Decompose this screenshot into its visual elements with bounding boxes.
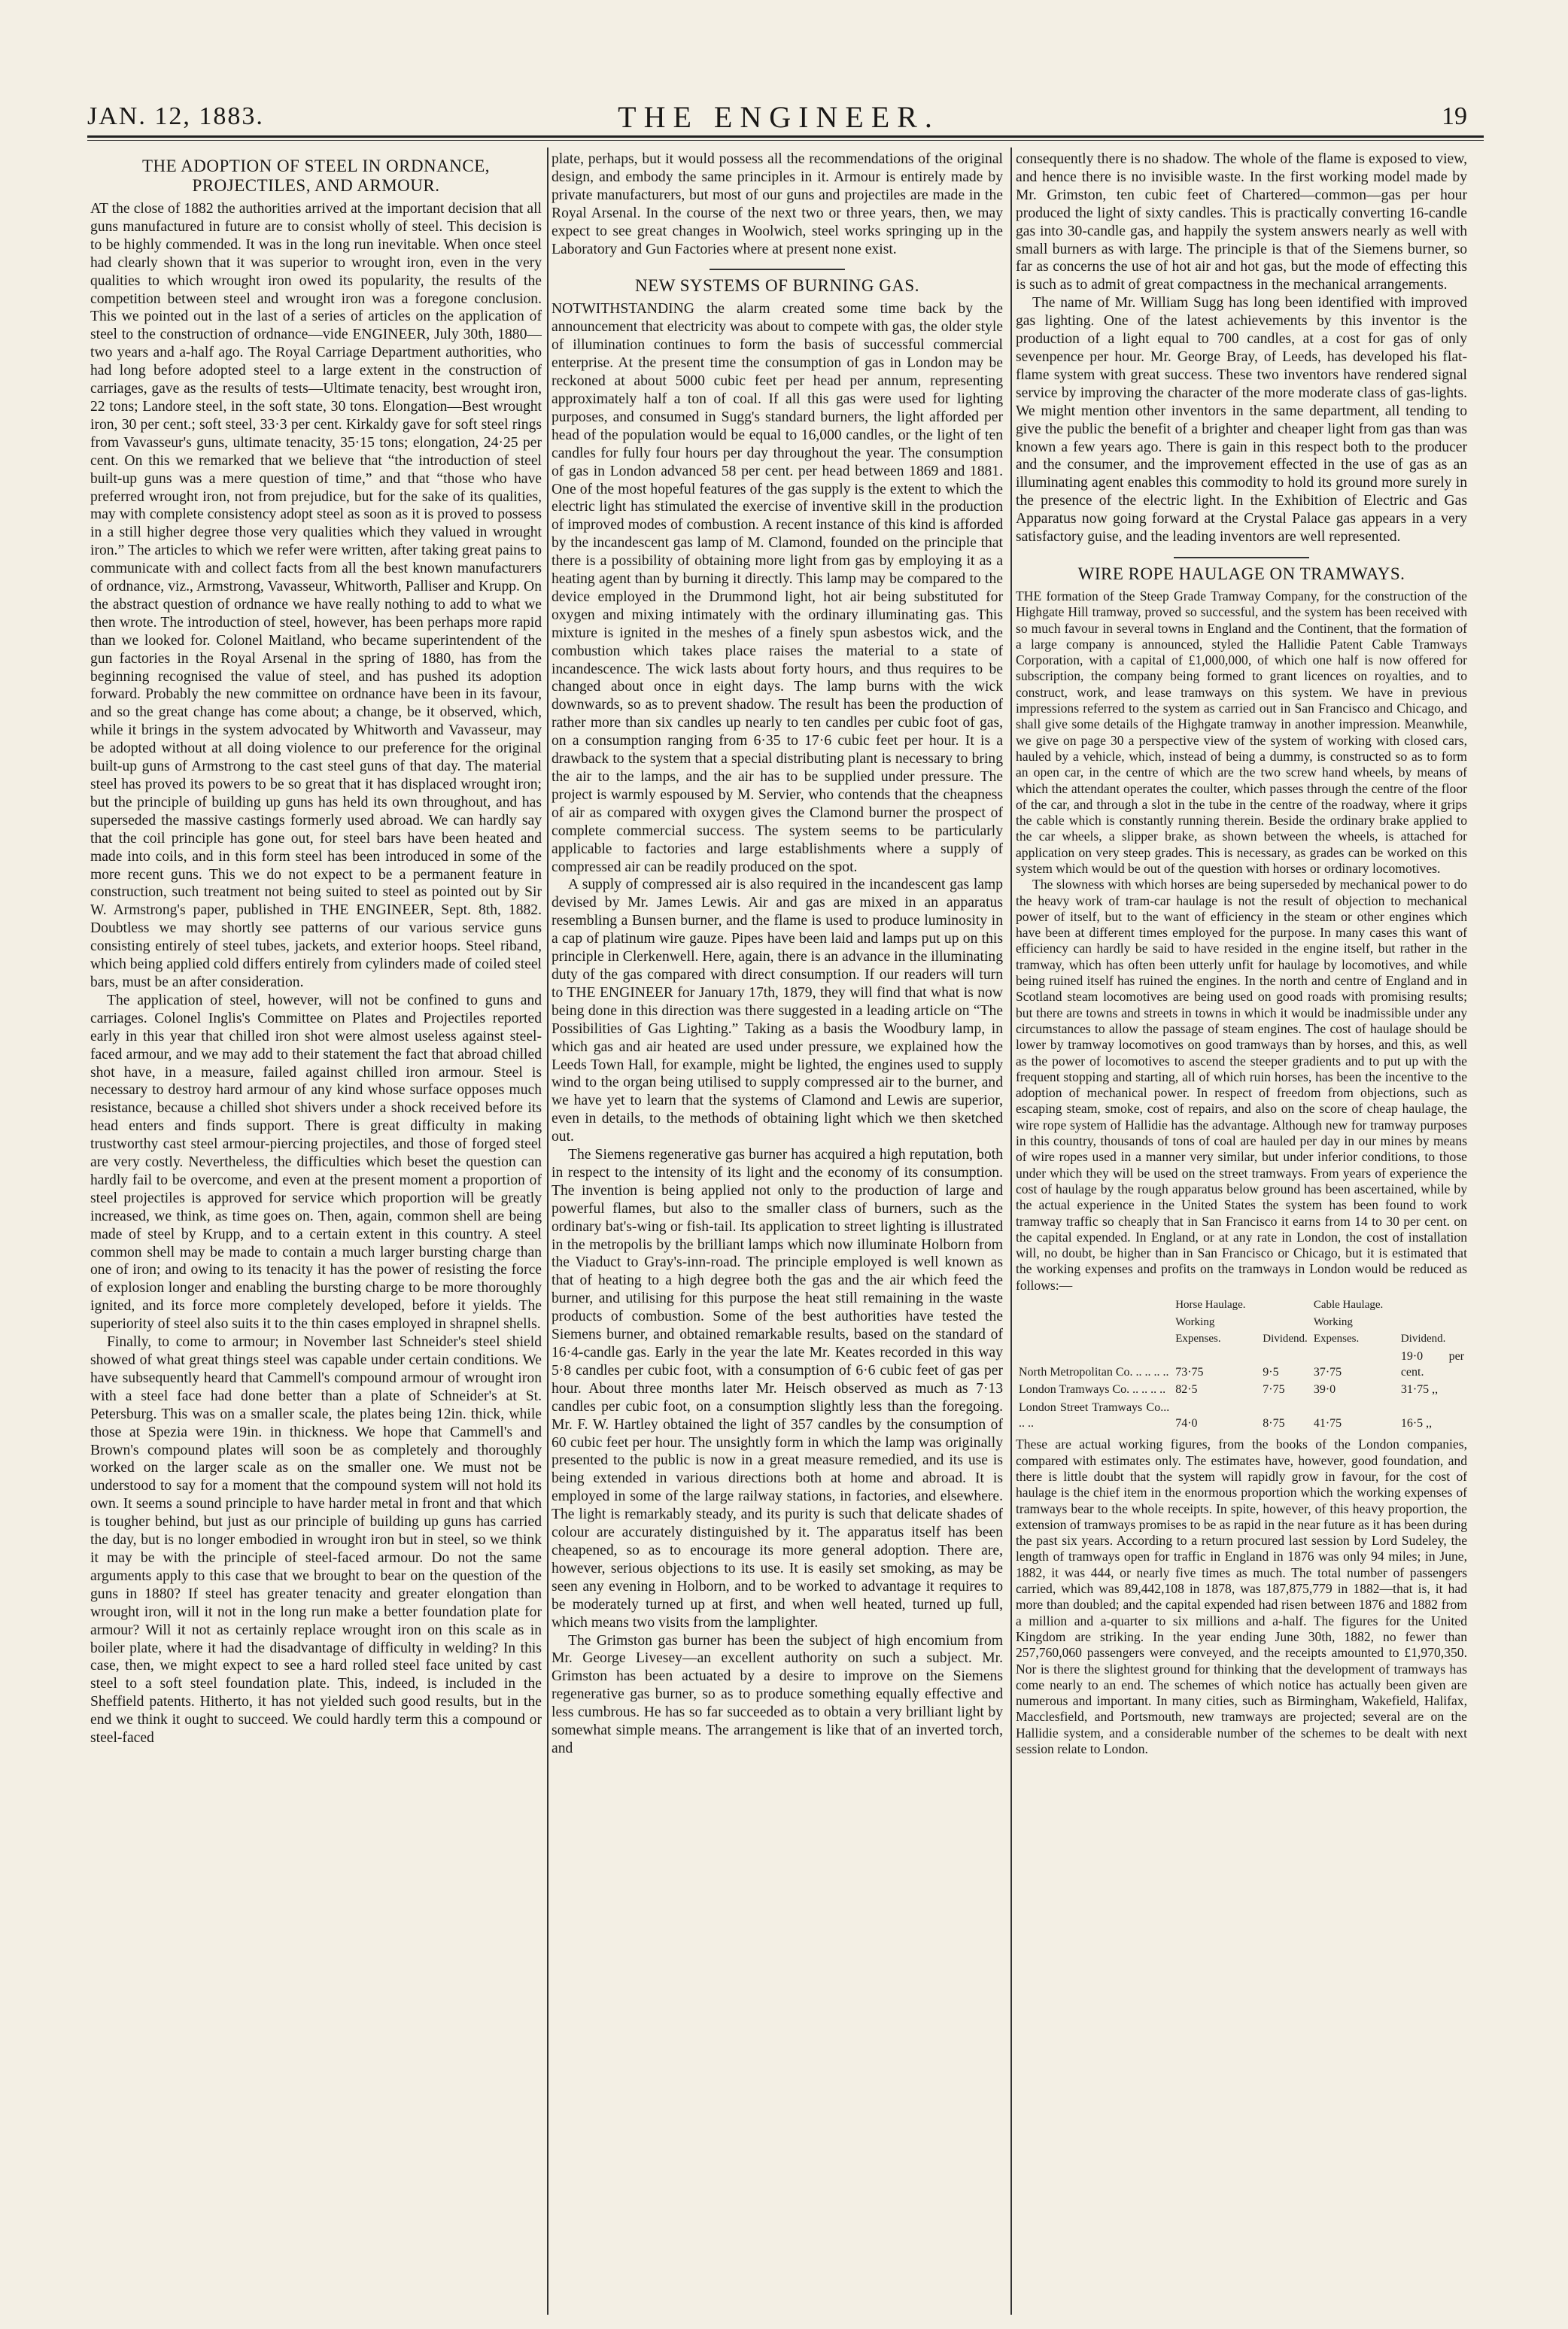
table-row: [1016, 1348, 1467, 1382]
header-rule: [87, 135, 1484, 138]
article-paragraph: The application of steel, however, will not be confined to guns and carriages. Colonel Inglis's Committee on Plates and Projectiles reported early in this year that chilled iron shot were almost useless against steel-faced armour, and we may add to their statement the fact that abroad chilled shot have, in a measure, failed against chilled iron armour. Steel is necessary to destroy hard armour of any kind whose surface opposes much resistance, because a chilled shot shivers under a shock received before its head enters and finds support. There is great difficulty in making trustworthy cast steel armour-piercing projectiles, and those of forged steel are very costly. Nevertheless, the difficulties which beset the question can hardly fail to be overcome, and even at the present moment a proportion of steel projectiles is approved for service which proportion will be greatly increased, we think, as time goes on. Then, again, common shell are being made of steel by Krupp, and to a certain extent in this country. A steel common shell may be made to contain a much larger bursting charge than one of iron; and owing to its tenacity it has the power of resisting the force of explosion longer and enabling the bursting charge to be more thoroughly ignited, and its force more completely developed, before it yields. The superiority of steel also suits it to the thin cases employed in shrapnel shells.: [90, 992, 542, 1333]
table-cell: 37·75: [1313, 1366, 1342, 1379]
table-group-header: Horse Haulage.: [1175, 1299, 1246, 1311]
column-2: [552, 151, 1003, 2310]
table-column-header: Dividend.: [1263, 1332, 1308, 1345]
table-cell: North Metropolitan Co. .. .. .. ..: [1019, 1366, 1169, 1379]
article-paragraph: consequently there is no shadow. The whole of the flame is exposed to view, and hence there is no invisible waste. In the first working model made by Mr. Grimston, ten cubic feet of Chartered—common—gas per hour produced the light of sixty candles. This is practically converting 16-candle gas into 30-candle gas, and happily the system answers nearly as well with small burners as with large. The principle is that of the Siemens burner, so far as concerns the use of hot air and hot gas, but the mode of effecting this is such as to admit of great compactness in the mechanical arrangements.: [1016, 151, 1467, 293]
table-cell: 73·75: [1175, 1366, 1204, 1379]
article-paragraph: The Siemens regenerative gas burner has acquired a high reputation, both in respect to the intensity of its light and the economy of its consumption. The invention is being applied not only to the production of large and powerful flames, but also to the smaller class of burners, such as the ordinary bat's-wing or fish-tail. Its application to street lighting is illustrated in the metropolis by the brilliant lamps which now illuminate Holborn from the Viaduct to Gray's-inn-road. The principle employed is well known as that of heating to a high degree both the gas and the air which feed the burner, and utilising for this purpose the heat still remaining in the waste products of combustion. Some of the best authorities have tested the Siemens burner, and obtained remarkable results, based on the standard of 16·4-candle gas. Early in the year the late Mr. Keates recorded in this way 5·8 candles per cubic foot, with a consumption of 6·6 cubic feet of gas per hour. About three months later Mr. Heisch observed as much as 7·13 candles per cubic foot, on a consumption slightly less than the foregoing. Mr. F. W. Hartley obtained the light of 357 candles by the consumption of 60 cubic feet per hour. The unsightly form in which the lamp was originally presented to the public is now in a great measure remedied, and its use is being extended in various directions both at home and abroad. It is employed in some of the large railway stations, in factories, and elsewhere. The light is remarkably steady, and its purity is such that delicate shades of colour are accurately distinguished by it. The apparatus itself has been cheapened, so as to encourage its more general adoption. There are, however, serious objections to its use. It is easily set smoking, as may be seen any evening in Holborn, and to be worked to advantage it requires to be moderately turned up at first, and when well heated, turned up full, which means two visits from the lamplighter.: [552, 1147, 1003, 1631]
table-cell: 16·5 ,,: [1400, 1417, 1433, 1431]
table-cell: 41·75: [1313, 1417, 1342, 1431]
article-paragraph: These are actual working figures, from the books of the London companies, compared with estimates only. The estimates have, however, good foundation, and there is little doubt that the system will rapidly grow in favour, for the cost of haulage is the chief item in the enormous proportion which the working expenses of tramways bear to the whole receipts. In spite, however, of this heavy proportion, the extension of tramways promises to be as rapid in the near future as it has been during the past six years. According to a return procured last session by Lord Sudeley, the length of tramways open for traffic in England in 1876 was only 94 miles; in June, 1882, it was 444, or nearly five times as much. The total number of passengers carried, which was 89,442,108 in 1878, was 187,875,779 in 1882—that is, it had more than doubled; and the capital expended had risen between 1876 and 1882 from a million and a-quarter to six millions and a-half. The figures for the United Kingdom are striking. In the year ending June 30th, 1882, no fewer than 257,760,060 passengers were conveyed, and the receipts amounted to £1,970,350. Nor is there the slightest ground for thinking that the development of tramways has come nearly to an end. The schemes of which notice has actually been given are numerous and important. In many cities, such as Birmingham, Wakefield, Halifax, Macclesfield, and Portsmouth, new tramways are projected; several are on the Hallidie system, and a considerable number of the schemes to be dealt with next session relate to London.: [1016, 1437, 1467, 1757]
table-cell: 82·5: [1175, 1383, 1198, 1397]
column-1: [90, 151, 542, 2310]
article-paragraph: THE formation of the Steep Grade Tramway Company, for the construction of the Highgate Hill tramway, proved so successful, and the system has been received with so much favour in several towns in England and the Continent, that the formation of a large company is announced, styled the Hallidie Patent Cable Tramways Corporation, with a capital of £1,000,000, of which one half is now offered for subscription, the company being formed to grant licences on royalties, and to construct, work, and lease tramways on this system. We have in previous impressions referred to the system as carried out in San Francisco and Chicago, and shall give some details of the Highgate tramway in another impression. Meanwhile, we give on page 30 a perspective view of the system of working with closed cars, hauled by a vehicle, which, instead of being a dummy, is constructed so as to form an open car, in the centre of which are the two screw hand wheels, by means of which the attendant operates the coulter, which passes through the centre of the floor of the car, and through a slot in the tube in the centre of the roadway, where it grips the cable which is constantly running therein. Beside the ordinary brake applied to the car wheels, a slipper brake, as shown between the wheels, is attached for application on very steep grades. This is necessary, as grades can be worked on this system which would be out of the question with horses or ordinary locomotives.: [1016, 588, 1467, 876]
table-cell: 19·0 per cent.: [1400, 1349, 1464, 1379]
article-paragraph: A supply of compressed air is also required in the incandescent gas lamp devised by Mr. James Lewis. Air and gas are mixed in an apparatus resembling a Bunsen burner, and the flame is used to produce luminosity in a cap of platinum wire gauze. Pipes have been laid and lamps put up on this principle in Clerkenwell. Here, again, there is an advance in the illuminating duty of the gas compared with direct consumption. If our readers will turn to THE ENGINEER for January 17th, 1879, they will find that what is now being done in this direction was there suggested in a leading article on “The Possibilities of Gas Lighting.” Taking as a basis the Woodbury lamp, in which gas and air heated are used under pressure, we explained how the Leeds Town Hall, for example, might be lighted, the engines used to supply wind to the organ being utilised to supply compressed air to the burner, and we have yet to learn that the systems of Clamond and Lewis are superior, even in details, to the methods of obtaining light which we then sketched out.: [552, 877, 1003, 1145]
header-rule-thin: [87, 140, 1484, 141]
article-paragraph: NOTWITHSTANDING the alarm created some time back by the announcement that electricity was about to compete with gas, the older style of illumination continues to form the basis of successful commercial enterprise. At the present time the consumption of gas in London may be reckoned at about 5000 cubic feet per head per annum, representing approximately half a ton of coal. If all this gas were used for lighting purposes, and consumed in Sugg's standard burners, the light afforded per head of the population would be equal to 16,000 candles, or the light of ten candles for fully four hours per day throughout the year. The consumption of gas in London advanced 58 per cent. per head between 1869 and 1881. One of the most hopeful features of the gas supply is the extent to which the electric light has stimulated the exercise of inventive skill in the production of improved modes of combustion. A recent instance of this kind is afforded by the incandescent gas lamp of M. Clamond, founded on the principle that there is a possibility of obtaining more light from gas by employing it as a heating agent than by burning it directly. This lamp may be compared to the device employed in the Drummond light, hot air being substituted for oxygen and mixing intimately with the ordinary illuminating gas. This mixture is ignited in the meshes of a finely spun asbestos wick, and the combustion which takes place raises the material to a state of incandescence. The wick lasts about forty hours, and thus requires to be changed about once in eight days. The lamp burns with the wick downwards, so as to prevent shadow. The result has been the production of rather more than six candles up nearly to ten candles per cubic foot of gas, on a consumption ranging from 6·35 to 17·6 cubic feet per hour. It is a drawback to the system that a special distributing plant is necessary to bring the air to the lamps, and the air has to be supplied under pressure. The project is warmly espoused by M. Servier, who contends that the cheapness of air as compared with oxygen gives the Clamond burner the prospect of complete commercial success. The system seems to be particularly applicable to factories and large establishments where a supply of compressed air can be readily produced on the spot.: [552, 301, 1003, 875]
issue-date: JAN. 12, 1883.: [87, 102, 264, 130]
table-column-header: Working Expenses.: [1175, 1316, 1221, 1345]
table-row: [1016, 1381, 1467, 1398]
table-group-header: Cable Haulage.: [1313, 1299, 1384, 1311]
table-column-header: Dividend.: [1400, 1332, 1446, 1345]
table-cell: 8·75: [1263, 1417, 1285, 1431]
table-cell: 39·0: [1313, 1383, 1336, 1397]
section-divider: [710, 269, 845, 270]
table-cell: 9·5: [1263, 1366, 1279, 1379]
article-paragraph: AT the close of 1882 the authorities arrived at the important decision that all guns manufactured in future are to consist wholly of steel. This decision is to be highly commended. It was in the long run inevitable. When once steel had clearly shown that it was superior to wrought iron, even in the very qualities to which wrought iron owed its popularity, the results of the competition between steel and wrought iron was a foregone conclusion. This we pointed out in the last of a series of articles on the application of steel to the construction of ordnance—vide ENGINEER, July 30th, 1880—two years and a-half ago. The Royal Carriage Department authorities, who had long before adopted steel to a large extent in the construction of carriages, gave as the results of tests—Ultimate tenacity, best wrought iron, 22 tons; Landore steel, in the soft state, 30 tons. Elongation—Best wrought iron, 30 per cent.; soft steel, 33·3 per cent. Kirkaldy gave for soft steel rings from Vavasseur's guns, ultimate tenacity, 35·15 tons; elongation, 24·25 per cent. On this we remarked that we believe that “the introduction of steel built-up guns was a mere question of time,” and that “those who have preferred wrought iron, not from prejudice, but for the sake of its qualities, may with complete consistency adopt steel as soon as it is proved to possess in a still higher degree those very qualities which they valued in wrought iron.” The articles to which we refer were written, after taking great pains to communicate with and collect facts from all the best known manufacturers of ordnance, viz., Armstrong, Vavasseur, Whitworth, Palliser and Krupp. On the abstract question of ordnance we have really nothing to add to what we then wrote. The introduction of steel, however, has been perhaps more rapid than we looked for. Colonel Maitland, who became superintendent of the gun factories in the Royal Arsenal in the spring of 1880, has from the beginning recognised the value of steel, and has pushed its adoption forward. Probably the new committee on ordnance have been in its favour, and so the great change has come about; a change, be it observed, which, while it brings in the system advocated by Whitworth and Vavasseur, may be adopted without at all doing violence to our preference for the original built-up guns of Armstrong to the cast steel guns of that day. The material steel has proved its powers to be so great that it has displaced wrought iron; but the principle of building up guns has held its own throughout, and has superseded the massive castings formerly used abroad. We can hardly say that the coil principle has gone out, for steel bars have been heated and made into coils, and in this form steel has been introduced in some of the more recent guns. This we do not expect to be a permanent feature in construction, such treatment not being suited to steel as pointed out by Sir W. Armstrong's paper, published in THE ENGINEER, Sept. 8th, 1882. Doubtless we may shortly see patterns of our various service guns consisting entirely of steel tubes, jackets, and exterior hoops. Steel riband, which being applied cold differs entirely from cylinders made of coiled steel bars, must be an after consideration.: [90, 201, 542, 990]
article-paragraph: plate, perhaps, but it would possess all the recommendations of the original design, and embody the same principles in it. Armour is entirely made by private manufacturers, but most of our guns and projectiles are made in the Royal Arsenal. In the course of the next two or three years, then, we may expect to see great changes in Woolwich, steel works springing up in the Laboratory and Gun Factories where at present none exist.: [552, 151, 1003, 257]
table-cell: 31·75 ,,: [1400, 1383, 1439, 1397]
article-paragraph: The slowness with which horses are being superseded by mechanical power to do the heavy work of tram-car haulage is not the result of objection to mechanical power of itself, but to the want of efficiency in the steam or other engines which have been at different times employed for the purpose. In many cases this want of efficiency can hardly be said to have resided in the engine itself, but rather in the tramway, which has often been utterly unfit for haulage by locomotives, and while being ruined itself has ruined the engines. In the north and centre of England and in Scotland steam locomotives are being used on good roads with promising results; but there are towns and streets in towns in which it would be inadmissible under any circumstances to allow the passage of steam engines. The cost of haulage should be lower by tramway locomotives on good tramways than by horses, and this, as well as the power of locomotives to ascend the steeper gradients and to put up with the frequent stopping and starting, all of which ruin horses, has been the incentive to the adoption of mechanical power. In respect of freedom from objections, such as escaping steam, smoke, cost of repairs, and also on the score of cheap haulage, the wire rope system of Hallidie has the advantage. Although new for tramway purposes in this country, thousands of tons of coal are hauled per day in our mines by means of wire ropes used in a manner very similar, but under inferior conditions, to those under which they will be used on the street tramways. From years of experience the cost of haulage by the rough apparatus below ground has been ascertained, while by the actual experience in the United States the system has been found to work tramway traffic so cheaply that in San Francisco it earns from 14 to 30 per cent. on the capital expended. In England, or at any rate in London, the cost of installation will, no doubt, be higher than in San Francisco or Chicago, but it is estimated that the working expenses and profits on the tramways in London would be reduced as follows:—: [1016, 877, 1467, 1293]
article-paragraph: Finally, to come to armour; in November last Schneider's steel shield showed of what great things steel was capable under certain conditions. We have subsequently heard that Cammell's compound armour of wrought iron with a steel face had done better than a plate of Schneider's at St. Petersburg. This was on a smaller scale, the plates being 12in. thick, while those at Spezia were 19in. in thickness. We hope that Cammell's and Brown's compound plates will soon be as completely and thoroughly worked on the larger scale as on the smaller one. We must not be understood to say for a moment that the compound system will not hold its own. It seems a sound principle to have harder metal in front and that which is tougher behind, but just as our principle of building up guns has carried the day, but is no longer embodied in wrought iron but in steel, so we think it may be with the principle of steel-faced armour. Do not the same arguments apply to this case that we brought to bear on the question of the guns in 1880? If steel has greater tenacity and greater elongation than wrought iron, will it not in the long run make a better foundation plate for armour? Will it not as certainly replace wrought iron on this scale as in boiler plate, where it had the disadvantage of difficulty in welding? In this case, then, we might expect to see a hard rolled steel face united by cast steel to a soft steel foundation plate. This, indeed, is included in the Sheffield patents. Hitherto, it has not yielded such good results, but in the end we think it ought to succeed. We could hardly term this a compound or steel-faced: [90, 1334, 542, 1747]
page-header: [75, 96, 1482, 141]
table-cell: London Street Tramways Co... .. ..: [1019, 1400, 1170, 1431]
article-title-tramways: WIRE ROPE HAULAGE ON TRAMWAYS.: [1077, 564, 1405, 583]
masthead-title: THE ENGINEER.: [618, 100, 940, 134]
article-paragraph: The name of Mr. William Sugg has long been identified with improved gas lighting. One of the latest achievements by this inventor is the production of a light equal to 700 candles, at a cost for gas of only sevenpence per hour. Mr. George Bray, of Leeds, has developed his flat-flame system with great success. These two inventors have rendered signal service by improving the character of the more moderate class of gas-lights. We might mention other inventors in the same department, all tending to give the public the benefit of a brighter and cheaper light from gas than was known a few years ago. There is gain in this respect both to the producer and the consumer, and the improvement effected in the use of gas as an illuminating agent enables this commodity to hold its ground more surely in the presence of the electric light. In the Exhibition of Electric and Gas Apparatus now going forward at the Crystal Palace gas appears in a very satisfactory guise, and the leading inventors are well represented.: [1016, 295, 1467, 546]
haulage-table: [1016, 1297, 1467, 1432]
table-cell: 74·0: [1175, 1417, 1198, 1431]
table-row: [1016, 1399, 1467, 1433]
page-number: 19: [1442, 102, 1467, 130]
column-divider: [547, 147, 548, 2315]
table-cell: 7·75: [1263, 1383, 1285, 1397]
article-title-steel: THE ADOPTION OF STEEL IN ORDNANCE, PROJECTILES, AND ARMOUR.: [141, 157, 491, 195]
table-column-header: Working Expenses.: [1313, 1316, 1360, 1345]
article-title-gas: NEW SYSTEMS OF BURNING GAS.: [635, 276, 919, 296]
table-cell: London Tramways Co. .. .. .. ..: [1019, 1383, 1166, 1397]
section-divider: [1174, 557, 1309, 558]
article-paragraph: The Grimston gas burner has been the subject of high encomium from Mr. George Livesey—an excellent authority on such a subject. Mr. Grimston has been actuated by a desire to improve on the Siemens regenerative gas burner, so as to produce something equally effective and less cumbrous. He has so far succeeded as to obtain a very brilliant light by somewhat simple means. The arrangement is like that of an inverted torch, and: [552, 1632, 1003, 1756]
column-divider: [1010, 147, 1012, 2315]
column-3: [1016, 151, 1467, 2310]
